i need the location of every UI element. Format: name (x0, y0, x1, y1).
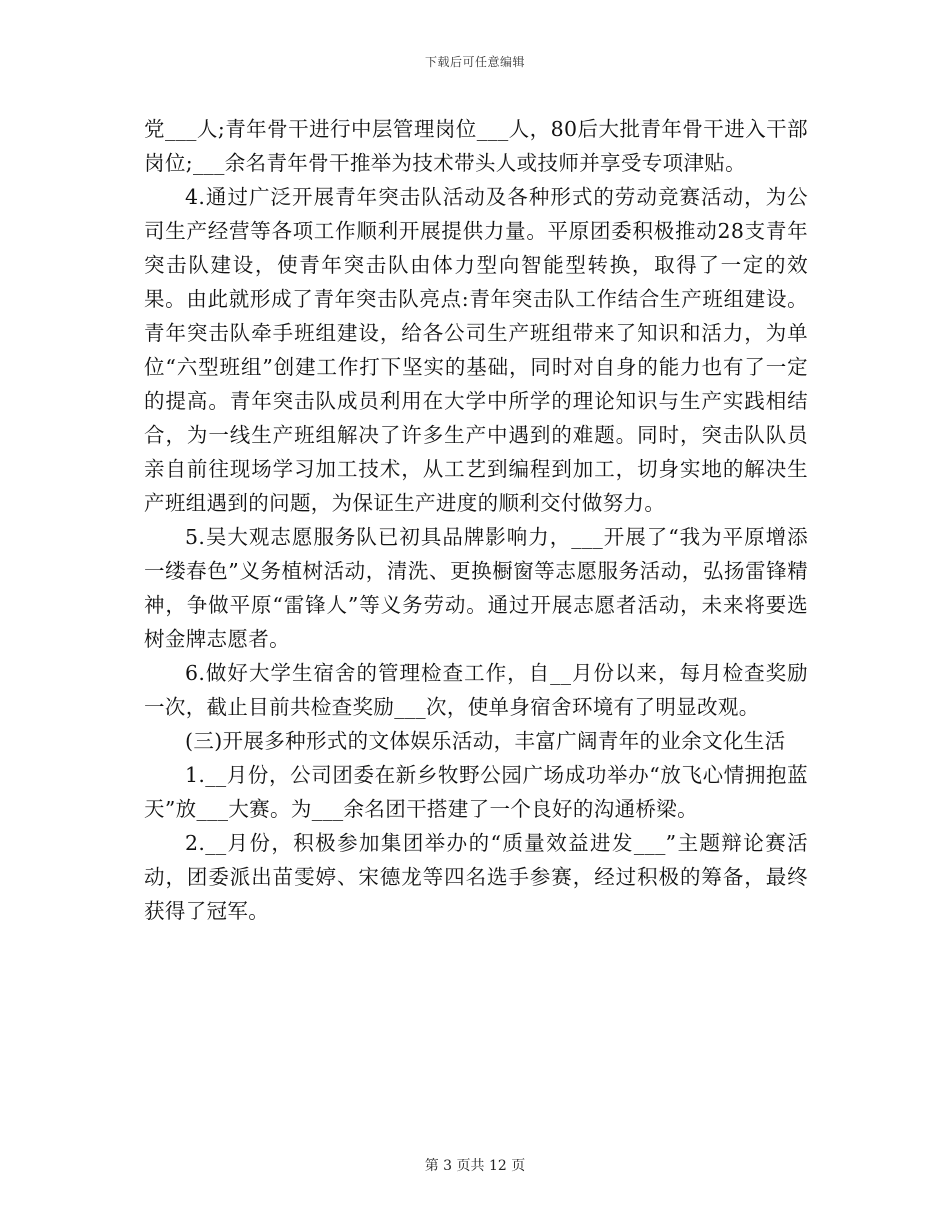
paragraph-subitem-1: 1.__月份，公司团委在新乡牧野公园广场成功举办“放飞心情拥抱蓝天”放___大赛。为___余名团干搭建了一个良好的沟通桥梁。 (144, 763, 808, 821)
paragraph-item-4: 4.通过广泛开展青年突击队活动及各种形式的劳动竞赛活动，为公司生产经营等各项工作顺利开展提供力量。平原团委积极推动28支青年突击队建设，使青年突击队由体力型向智能型转换，取得了一定的效果。由此就形成了青年突击队亮点:青年突击队工作结合生产班组建设。青年突击队牵手班组建设，给各公司生产班组带来了知识和活力，为单位“六型班组”创建工作打下坚实的基础，同时对自身的能力也有了一定的提高。青年突击队成员利用在大学中所学的理论知识与生产实践相结合，为一线生产班组解决了许多生产中遇到的难题。同时，突击队队员亲自前往现场学习加工技术，从工艺到编程到加工，切身实地的解决生产班组遇到的问题，为保证生产进度的顺利交付做努力。 (144, 185, 808, 515)
paragraph-item-5: 5.吴大观志愿服务队已初具品牌影响力，___开展了“我为平原增添一缕春色”义务植树活动，清洗、更换橱窗等志愿服务活动，弘扬雷锋精神，争做平原“雷锋人”等义务劳动。通过开展志愿者活动，未来将要选树金牌志愿者。 (144, 525, 808, 651)
paragraph-continuation: 党___人;青年骨干进行中层管理岗位___人，80后大批青年骨干进入干部岗位;___余名青年骨干推举为技术带头人或技师并享受专项津贴。 (144, 117, 808, 175)
paragraph-subitem-2: 2.__月份，积极参加集团举办的“质量效益进发___”主题辩论赛活动，团委派出苗雯婷、宋德龙等四名选手参赛，经过积极的筹备，最终获得了冠军。 (144, 831, 808, 923)
page-header: 下载后可任意编辑 (424, 55, 525, 69)
page-footer: 第 3 页共 12 页 (424, 1158, 526, 1174)
section-heading-3: (三)开展多种形式的文体娱乐活动，丰富广阔青年的业余文化生活 (185, 729, 786, 753)
paragraph-item-6: 6.做好大学生宿舍的管理检查工作，自__月份以来，每月检查奖励一次，截止目前共检查奖励___次，使单身宿舍环境有了明显改观。 (144, 661, 808, 719)
document-body (144, 112, 808, 928)
